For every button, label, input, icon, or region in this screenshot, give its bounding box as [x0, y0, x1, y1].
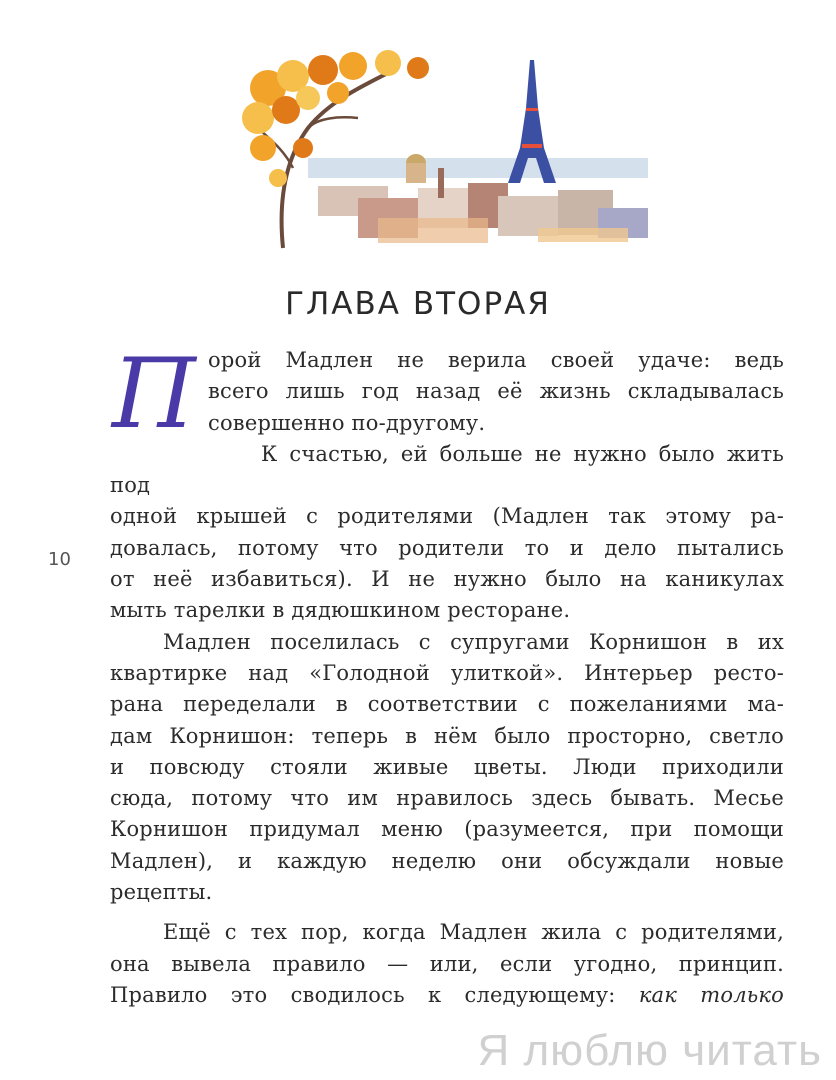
paragraph-2-line-5: мыть тарелки в дядюшкином ресторане.: [110, 598, 571, 623]
rooftops: [318, 168, 648, 243]
paragraph-1-line-1: орой Мадлен не верила своей удаче: ведь: [208, 348, 784, 372]
paragraph-3-line-7: Корнишон придумал меню (разумеется, при помощи: [110, 817, 784, 842]
dropcap-letter: [108, 345, 204, 443]
page-number: 10: [48, 549, 71, 570]
paragraph-3-line-8: Мадлен), и каждую неделю они обсуждали новые: [110, 848, 784, 873]
paragraph-2-line-3: довалась, потому что родители то и дело пытались: [110, 535, 784, 560]
chapter-title: ГЛАВА ВТОРАЯ: [285, 286, 551, 322]
paragraph-4-line-2: она вывела правило — или, если угодно, принцип.: [110, 951, 784, 976]
paragraph-2-line-2: одной крышей с родителями (Мадлен так этому ра-: [110, 504, 784, 529]
paragraph-3-line-2: квартирке над «Голодной улиткой». Интерьер ресто-: [110, 660, 784, 685]
paragraph-3-line-4: дам Корнишон: теперь в нём было просторно, светло: [110, 723, 784, 748]
paragraph-4-line-3-text: Правило это сводилось к следующему:: [110, 982, 639, 1007]
paragraph-3-line-6: сюда, потому что им нравилось здесь бывать. Месье: [110, 786, 784, 811]
watermark: Я люблю читать: [477, 1026, 822, 1075]
paragraph-3-line-3: рана переделали в соответствии с пожеланиями ма-: [110, 692, 784, 717]
dome-icon: [406, 154, 426, 183]
svg-text:П: П: [112, 345, 196, 443]
paragraph-1-line-2: всего лишь год назад её жизнь складывалась: [208, 379, 784, 404]
paragraph-1-line-3: совершенно по-другому.: [208, 410, 486, 435]
paragraph-2-line-1: К счастью, ей больше не нужно было жить под: [110, 441, 784, 498]
paragraph-4-italic-tail: как только: [638, 982, 785, 1007]
paragraph-3-line-5: и повсюду стояли живые цветы. Люди приходили: [110, 754, 784, 779]
paragraph-4-line-1: Ещё с тех пор, когда Мадлен жила с родителями,: [163, 920, 784, 945]
paragraph-2-line-4: от неё избавиться). И не нужно было на каникулах: [110, 567, 784, 592]
paragraph-3-line-1: Мадлен поселилась с супругами Корнишон в их: [163, 629, 784, 654]
body-text: [110, 345, 784, 1011]
paris-autumn-illustration: [238, 48, 658, 258]
paragraph-3-line-9: рецепты.: [110, 880, 213, 905]
paragraph-4-line-3: [110, 980, 784, 1011]
